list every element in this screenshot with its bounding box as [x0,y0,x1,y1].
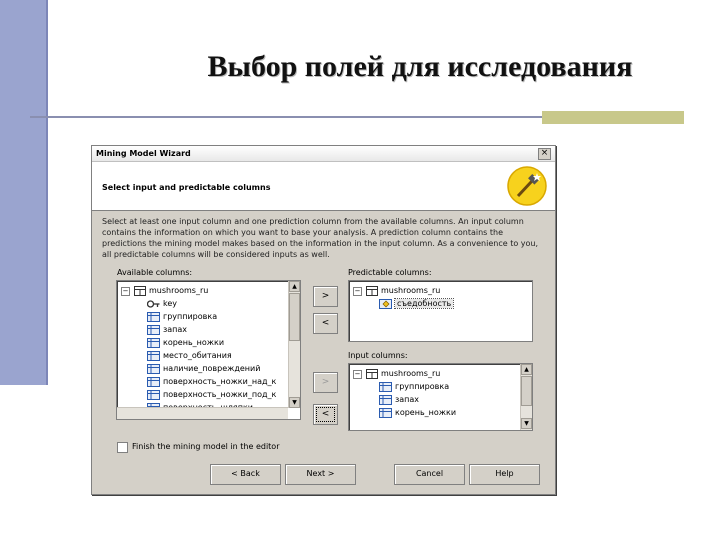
column-label: место_обитания [163,351,232,360]
predictable-column[interactable] [379,297,453,310]
table-name: mushrooms_ru [381,286,441,295]
close-button[interactable] [538,148,551,160]
wizard-icon [505,165,549,207]
input-columns-label: Input columns: [348,351,408,360]
column-label: key [163,299,178,308]
available-column[interactable] [147,310,217,323]
column-label: группировка [395,382,450,391]
table-icon [134,286,146,296]
input-column[interactable] [379,393,419,406]
dialog-title: Mining Model Wizard [96,149,191,158]
available-column[interactable] [147,349,232,362]
slide-title: Выбор полей для исследования [207,50,633,83]
table-name: mushrooms_ru [149,286,209,295]
column-label: корень_ножки [163,338,225,347]
input-columns-tree[interactable] [348,363,533,431]
input-column[interactable] [379,380,449,393]
column-label: запах [163,325,188,334]
column-icon [147,377,160,387]
column-icon [379,408,392,418]
add-input-button[interactable]: > [313,372,338,393]
slide-left-bar [0,0,46,385]
available-column[interactable] [147,336,224,349]
step-heading: Select input and predictable columns [102,183,271,192]
column-icon [147,390,160,400]
column-label: поверхность_ножки_над_к [163,377,277,386]
close-icon: × [540,148,549,158]
key-icon [147,299,160,309]
title-rule-accent [542,111,684,124]
scroll-thumb[interactable] [521,376,532,406]
input-vertical-scrollbar[interactable] [520,364,532,430]
cancel-button[interactable]: Cancel [394,464,465,485]
help-button[interactable]: Help [469,464,540,485]
table-icon [366,286,378,296]
scroll-thumb[interactable] [289,293,300,341]
next-button[interactable]: Next > [285,464,356,485]
table-icon [366,369,378,379]
column-icon [379,382,392,392]
column-label: съедобность [397,299,452,308]
available-vertical-scrollbar[interactable] [288,281,300,408]
collapse-icon[interactable]: − [354,287,361,295]
table-name: mushrooms_ru [381,369,441,378]
available-columns-label: Available columns: [117,268,193,277]
column-icon [379,395,392,405]
remove-predictable-button[interactable]: < [313,313,338,334]
slide-left-bar-edge [46,0,48,385]
column-icon [147,325,160,335]
available-column[interactable] [147,375,276,388]
title-rule [30,116,542,118]
finish-in-editor-label: Finish the mining model in the editor [132,442,280,451]
available-column[interactable] [147,362,260,375]
predictable-columns-tree[interactable] [348,280,533,342]
step-description: Select at least one input column and one prediction column from the available columns. An input column contains the information on which you want to base your analysis. A prediction column contains the predictions the mining model makes based on the information in the input column. As a convenience to you, all predictable columns will be considered inputs as well. [102,217,539,259]
back-button[interactable]: < Back [210,464,281,485]
remove-input-button[interactable]: < [313,404,338,425]
finish-in-editor-checkbox[interactable] [117,442,128,453]
input-column[interactable] [379,406,456,419]
scroll-up-button[interactable]: ▲ [521,364,532,375]
column-label: запах [395,395,420,404]
predict-icon [379,299,392,309]
available-column[interactable] [147,388,276,401]
collapse-icon[interactable]: − [122,287,129,295]
scroll-down-button[interactable]: ▼ [289,397,300,408]
predictable-columns-label: Predictable columns: [348,268,432,277]
column-icon [147,338,160,348]
available-horizontal-scrollbar[interactable] [117,407,288,419]
column-label: наличие_повреждений [163,364,261,373]
column-label: поверхность_ножки_под_к [163,390,277,399]
scroll-down-button[interactable]: ▼ [521,418,532,429]
column-label: группировка [163,312,218,321]
available-column[interactable] [147,323,187,336]
column-icon [147,312,160,322]
wizard-header [92,162,555,211]
available-column-key[interactable] [147,297,177,310]
available-columns-tree[interactable] [116,280,301,420]
column-icon [147,364,160,374]
add-predictable-button[interactable]: > [313,286,338,307]
collapse-icon[interactable]: − [354,370,361,378]
scroll-up-button[interactable]: ▲ [289,281,300,292]
column-label: корень_ножки [395,408,457,417]
column-icon [147,351,160,361]
mining-model-wizard-dialog [91,145,556,495]
dialog-titlebar[interactable] [92,146,555,162]
